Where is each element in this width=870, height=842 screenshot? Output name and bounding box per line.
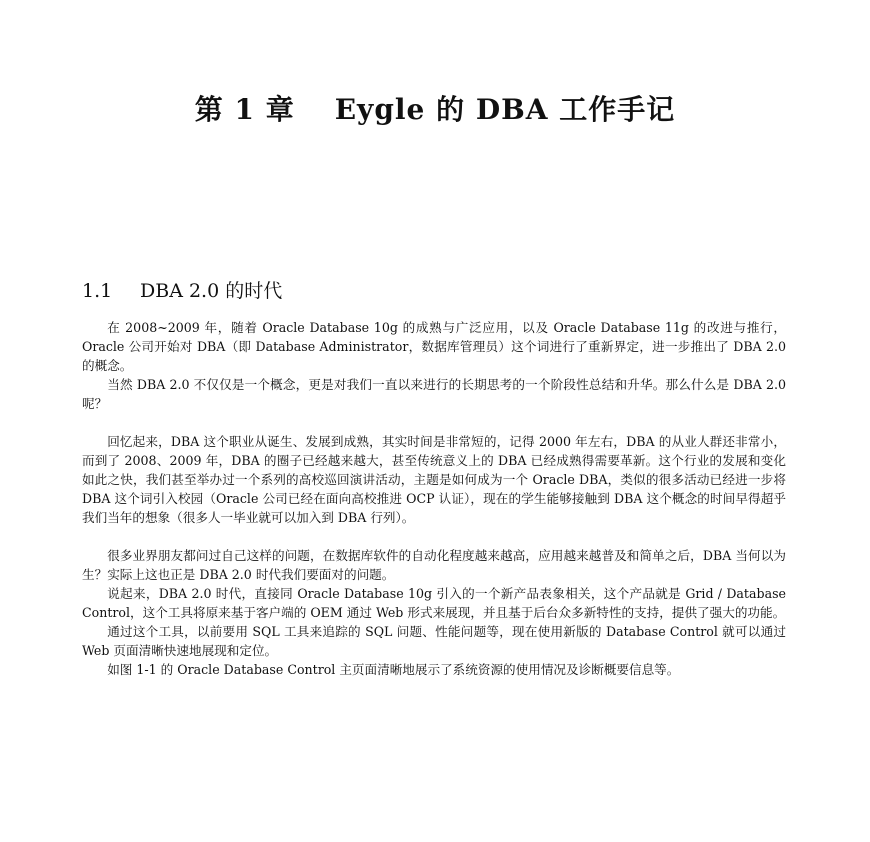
paragraph: 通过这个工具，以前要用 SQL 工具来追踪的 SQL 问题、性能问题等，现在使用新版的 Database Control 就可以通过 Web 页面清晰快速地展现和定位。 [82, 624, 786, 658]
paragraph: 当然 DBA 2.0 不仅仅是一个概念，更是对我们一直以来进行的长期思考的一个阶段性总结和升华。那么什么是 DBA 2.0 呢？ [82, 377, 786, 411]
paragraph: 说起来，DBA 2.0 时代，直接同 Oracle Database 10g 引入的一个新产品表象相关，这个产品就是 Grid / Database Control，这个工具将原来基于客户端的 OEM 通过 Web 形式来展现，并且基于后台众多新特性的支持，提供了强大的功能。 [82, 586, 786, 620]
paragraph: 在 2008~2009 年，随着 Oracle Database 10g 的成熟与广泛应用，以及 Oracle Database 11g 的改进与推行，Oracle 公司开始对 DBA（即 Database Administrator，数据库管理员）这个词进行了重新界定，进一步推出了 DBA 2.0 的概念。 [82, 320, 786, 373]
chapter-title-text: Eygle 的 DBA 工作手记 [334, 93, 676, 126]
chapter-number: 第 1 章 [194, 93, 295, 126]
paragraph: 很多业界朋友都问过自己这样的问题，在数据库软件的自动化程度越来越高，应用越来越普及和简单之后，DBA 当何以为生？实际上这也正是 DBA 2.0 时代我们要面对的问题。 [82, 548, 786, 582]
section-title: DBA 2.0 的时代 [140, 280, 283, 302]
section-number: 1.1 [82, 280, 113, 302]
paragraph: 回忆起来，DBA 这个职业从诞生、发展到成熟，其实时间是非常短的，记得 2000 年左右，DBA 的从业人群还非常小，而到了 2008、2009 年，DBA 的圈子已经越来越大，甚至传统意义上的 DBA 已经成熟得需要革新。这个行业的发展和变化如此之快，我们甚至举办过一个系列的高校巡回演讲活动，主题是如何成为一个 Oracle DBA，类似的很多活动已经进一步将 DBA 这个词引入校园（Oracle 公司已经在面向高校推进 OCP 认证），现在的学生能够接触到 DBA 这个概念的时间早得超乎我们当年的想象（很多人一毕业就可以加入到 DBA 行列）。 [82, 434, 786, 525]
chapter-title [0, 88, 870, 128]
section-heading [82, 276, 282, 303]
body-text [82, 318, 786, 679]
paragraph: 如图 1-1 的 Oracle Database Control 主页面清晰地展示了系统资源的使用情况及诊断概要信息等。 [107, 662, 680, 677]
